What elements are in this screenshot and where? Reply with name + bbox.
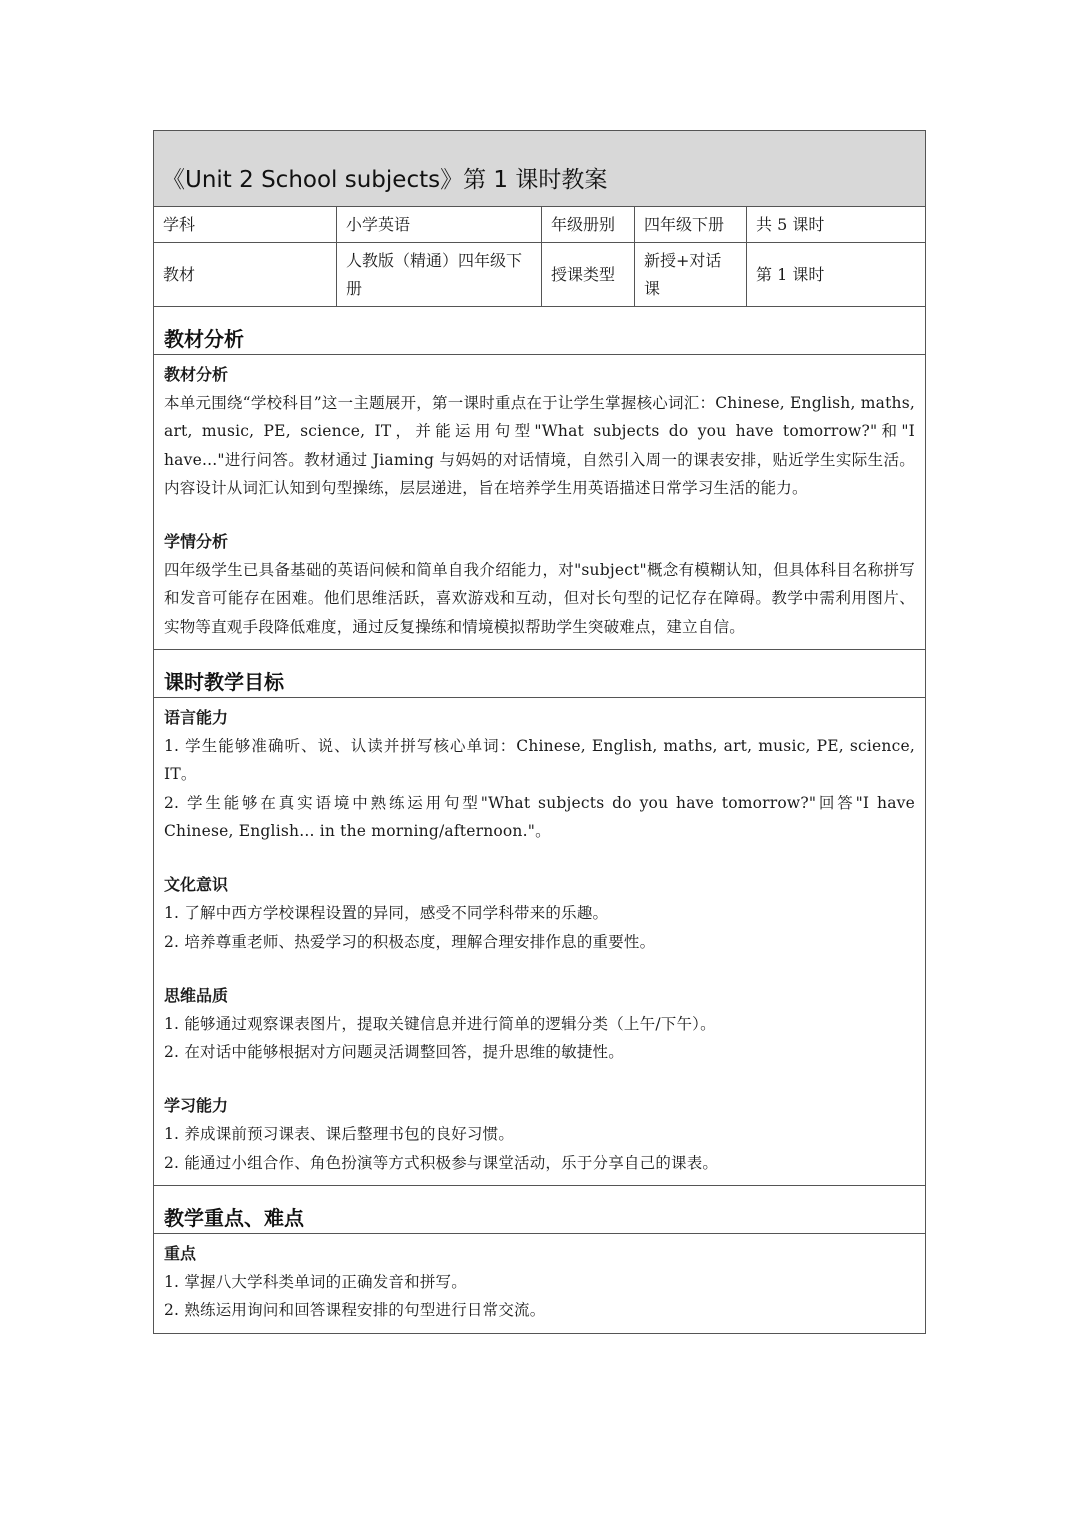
info-value-subject: 小学英语 [337, 207, 542, 242]
section-body-keypoints [154, 1234, 925, 1333]
subheading-language: 语言能力 [164, 708, 229, 728]
title-bar [154, 131, 925, 207]
objective-learning-1: 1. 养成课前预习课表、课后整理书包的良好习惯。 [164, 1125, 515, 1144]
subheading-thinking: 思维品质 [164, 985, 229, 1005]
subheading-focus: 重点 [164, 1244, 197, 1264]
objective-thinking-2: 2. 在对话中能够根据对方问题灵活调整回答，提升思维的敏捷性。 [164, 1043, 624, 1062]
paragraph-material: 本单元围绕“学校科目”这一主题展开，第一课时重点在于让学生掌握核心词汇：Chinese, English, maths, art, music, PE, science, IT，并能运用句型"What subjects do you have tomorrow?"和"I have..."进行问答。教材通过 Jiaming 与妈妈的对话情境，自然引入周一的课表安排，贴近学生实际生活。内容设计从词汇认知到句型操练，层层递进，旨在培养学生用英语描述日常学习生活的能力。 [164, 394, 915, 497]
objective-thinking-1: 1. 能够通过观察课表图片，提取关键信息并进行简单的逻辑分类（上午/下午）。 [164, 1014, 716, 1033]
info-lesson-number: 第 1 课时 [756, 264, 825, 284]
info-row-subject [154, 207, 925, 243]
info-label-lesson-type: 授课类型 [542, 243, 635, 306]
info-label-grade: 年级册别 [542, 207, 635, 242]
info-label-textbook: 教材 [154, 243, 337, 306]
document-title: 《Unit 2 School subjects》第 1 课时教案 [162, 167, 608, 193]
lesson-plan-document [153, 130, 926, 1334]
info-value-grade: 四年级下册 [635, 207, 747, 242]
objective-language-1: 1. 学生能够准确听、说、认读并拼写核心单词：Chinese, English, maths, art, music, PE, science, IT。 [164, 737, 915, 784]
section-heading-objectives: 课时教学目标 [154, 650, 925, 698]
subheading-culture: 文化意识 [164, 875, 229, 895]
focus-item-2: 2. 熟练运用询问和回答课程安排的句型进行日常交流。 [164, 1301, 546, 1320]
section-body-analysis [154, 355, 925, 650]
paragraph-student: 四年级学生已具备基础的英语问候和简单自我介绍能力，对"subject"概念有模糊认知，但具体科目名称拼写和发音可能存在困难。他们思维活跃，喜欢游戏和互动，但对长句型的记忆存在障碍。教学中需利用图片、实物等直观手段降低难度，通过反复操练和情境模拟帮助学生突破难点，建立自信。 [164, 561, 915, 636]
objective-culture-2: 2. 培养尊重老师、热爱学习的积极态度，理解合理安排作息的重要性。 [164, 932, 656, 951]
objective-language-2: 2. 学生能够在真实语境中熟练运用句型"What subjects do you have tomorrow?"回答"I have Chinese, English... in the morning/afternoon."。 [164, 793, 915, 840]
subheading-student: 学情分析 [164, 532, 229, 552]
info-value-lesson-type: 新授+对话课 [635, 243, 747, 306]
info-value-textbook: 人教版（精通）四年级下册 [337, 243, 542, 306]
info-row-textbook [154, 243, 925, 307]
objective-culture-1: 1. 了解中西方学校课程设置的异同，感受不同学科带来的乐趣。 [164, 904, 609, 923]
info-total-lessons: 共 5 课时 [756, 214, 825, 234]
subheading-material: 教材分析 [164, 365, 229, 384]
subheading-learning: 学习能力 [164, 1096, 229, 1116]
section-body-objectives [154, 698, 925, 1186]
section-heading-keypoints: 教学重点、难点 [154, 1186, 925, 1234]
objective-learning-2: 2. 能通过小组合作、角色扮演等方式积极参与课堂活动，乐于分享自己的课表。 [164, 1153, 719, 1172]
info-label-subject: 学科 [154, 207, 337, 242]
section-heading-analysis: 教材分析 [154, 307, 925, 355]
focus-item-1: 1. 掌握八大学科类单词的正确发音和拼写。 [164, 1273, 467, 1292]
